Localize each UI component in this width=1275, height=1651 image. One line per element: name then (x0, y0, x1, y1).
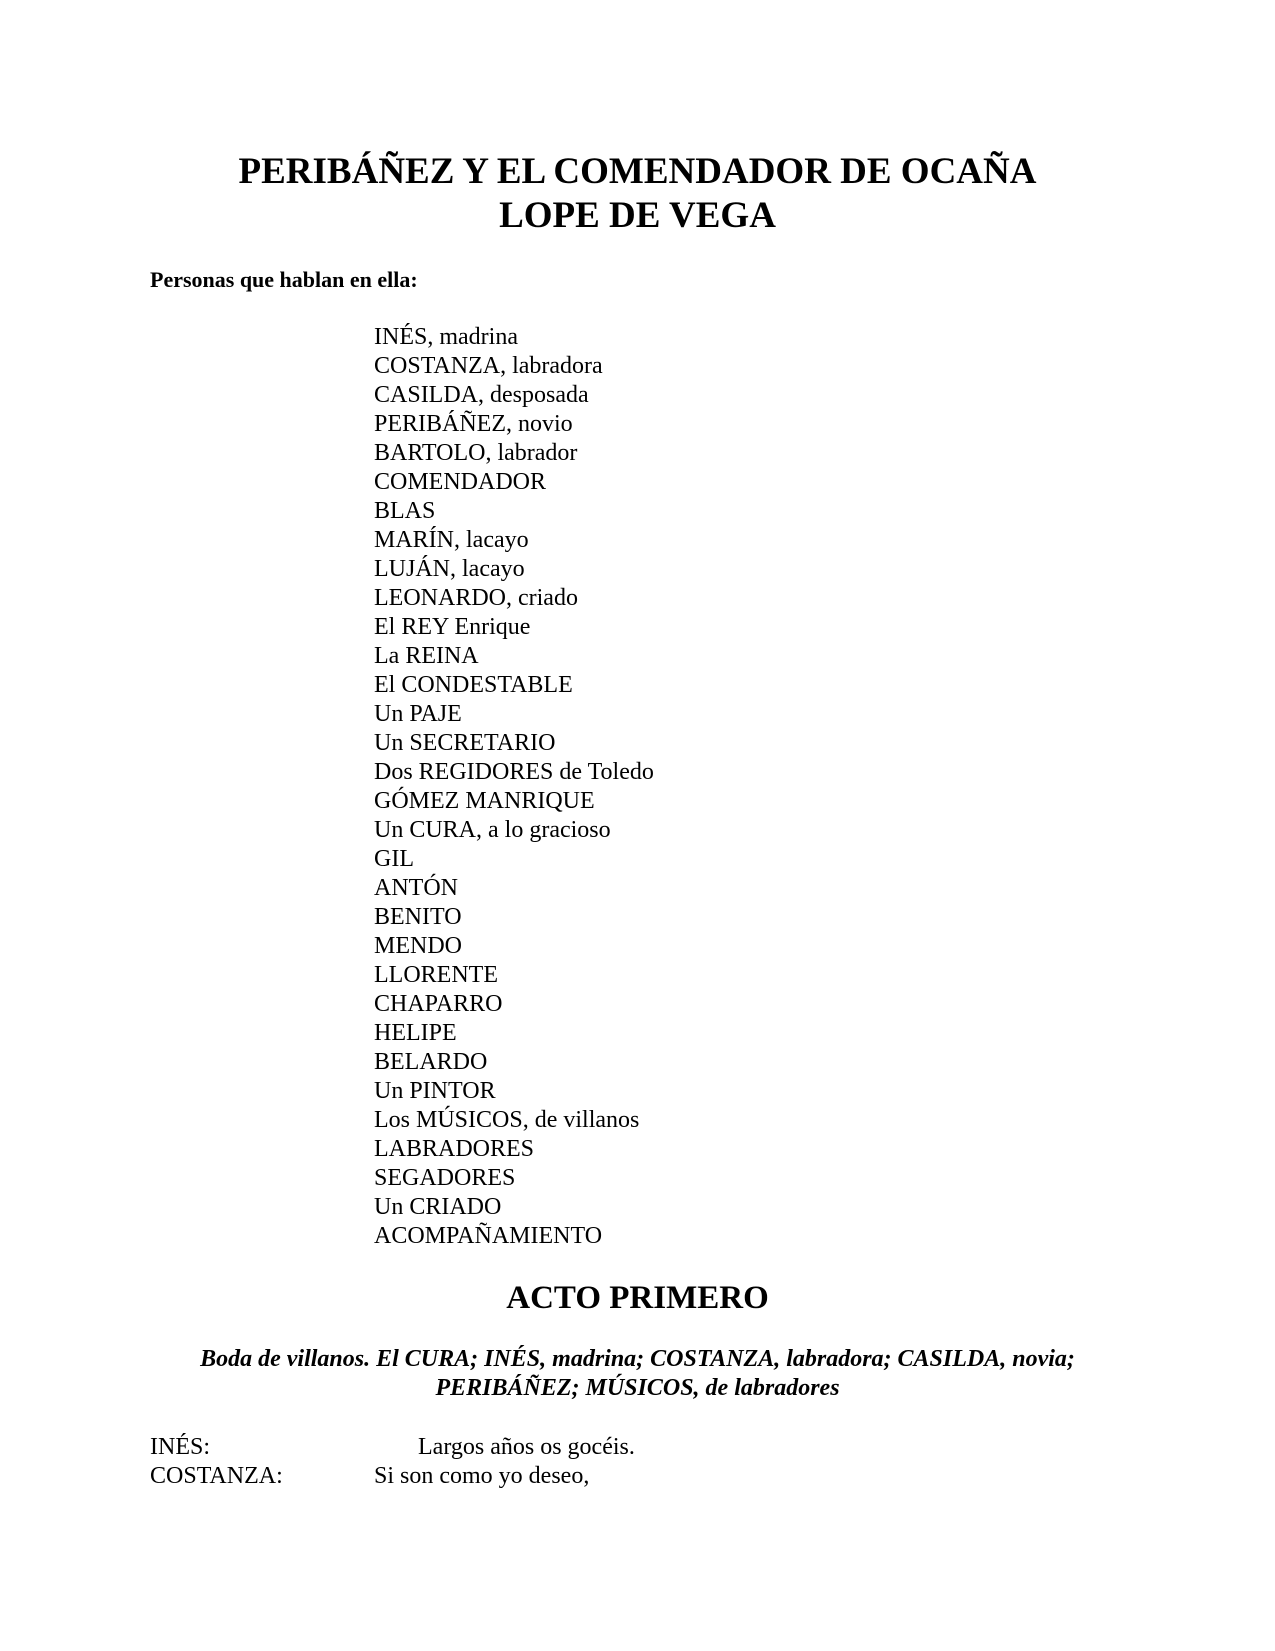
cast-member: COMENDADOR (374, 469, 547, 495)
cast-member: INÉS, madrina (374, 324, 518, 350)
cast-member: El REY Enrique (374, 614, 531, 640)
cast-member: ACOMPAÑAMIENTO (374, 1223, 603, 1249)
cast-member: Los MÚSICOS, de villanos (374, 1107, 640, 1133)
verse-text: Si son como yo deseo, (374, 1463, 590, 1489)
play-title: PERIBÁÑEZ Y EL COMENDADOR DE OCAÑA (238, 151, 1037, 192)
cast-member: PERIBÁÑEZ, novio (374, 411, 573, 437)
cast-member: BENITO (374, 904, 462, 930)
cast-member: Un PAJE (374, 701, 462, 727)
cast-list (374, 323, 654, 1251)
cast-member: LLORENTE (374, 962, 498, 988)
stage-direction-line: PERIBÁÑEZ; MÚSICOS, de labradores (435, 1375, 840, 1401)
cast-member: MENDO (374, 933, 462, 959)
cast-member: BELARDO (374, 1049, 488, 1075)
stage-direction (0, 1345, 1275, 1403)
cast-member: MARÍN, lacayo (374, 527, 529, 553)
cast-member: HELIPE (374, 1020, 457, 1046)
cast-member: GÓMEZ MANRIQUE (374, 788, 595, 814)
speaker-name: INÉS: (150, 1434, 210, 1460)
dialogue-line (150, 1433, 950, 1462)
cast-member: Un CRIADO (374, 1194, 502, 1220)
cast-member: COSTANZA, labradora (374, 353, 603, 379)
act-title: ACTO PRIMERO (506, 1280, 769, 1316)
dialogue-line (150, 1462, 950, 1491)
cast-member: La REINA (374, 643, 479, 669)
cast-member: BLAS (374, 498, 436, 524)
cast-member: Dos REGIDORES de Toledo (374, 759, 654, 785)
cast-member: Un SECRETARIO (374, 730, 556, 756)
cast-member: BARTOLO, labrador (374, 440, 578, 466)
dialogue (150, 1433, 950, 1491)
cast-member: Un PINTOR (374, 1078, 496, 1104)
cast-heading: Personas que hablan en ella: (150, 267, 418, 292)
play-author: LOPE DE VEGA (499, 195, 776, 236)
cast-member: LUJÁN, lacayo (374, 556, 525, 582)
verse-text: Largos años os gocéis. (418, 1434, 635, 1460)
cast-member: Un CURA, a lo gracioso (374, 817, 611, 843)
speaker-name: COSTANZA: (150, 1463, 283, 1489)
cast-member: GIL (374, 846, 414, 872)
cast-member: ANTÓN (374, 875, 458, 901)
cast-member: SEGADORES (374, 1165, 516, 1191)
cast-member: LEONARDO, criado (374, 585, 578, 611)
cast-member: CHAPARRO (374, 991, 503, 1017)
stage-direction-line: Boda de villanos. El CURA; INÉS, madrina; COSTANZA, labradora; CASILDA, novia; (200, 1346, 1075, 1372)
cast-member: CASILDA, desposada (374, 382, 589, 408)
cast-member: LABRADORES (374, 1136, 535, 1162)
cast-member: El CONDESTABLE (374, 672, 573, 698)
